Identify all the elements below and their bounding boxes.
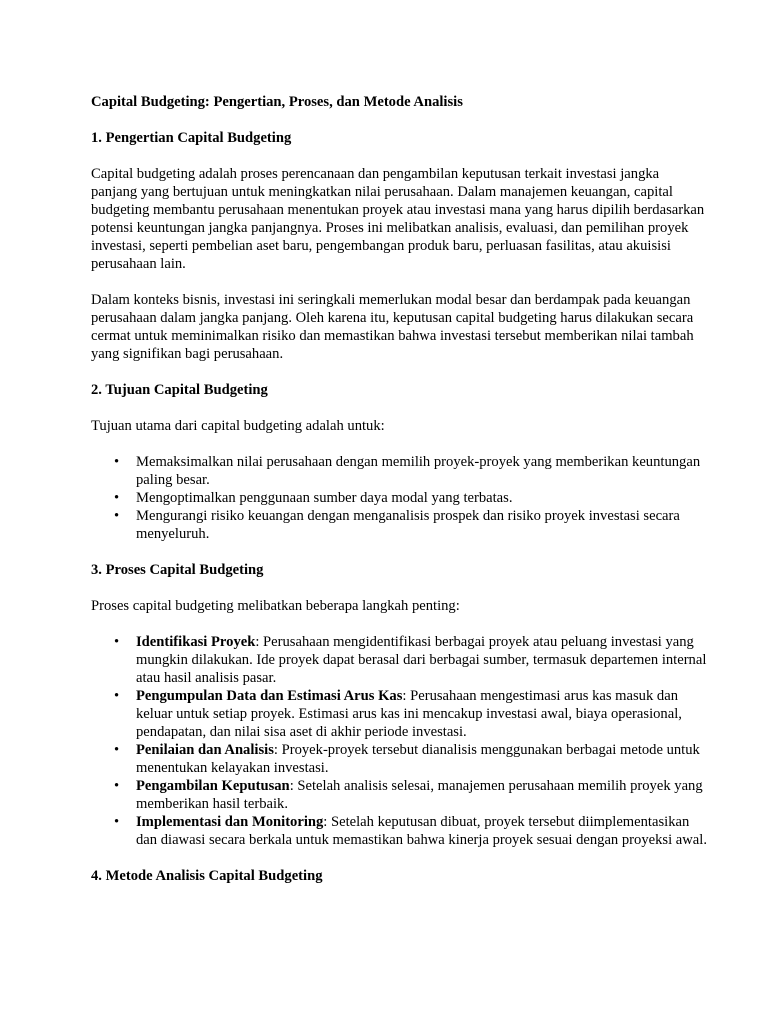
list-item-term: Implementasi dan Monitoring bbox=[136, 814, 324, 830]
list-item-term: Pengumpulan Data dan Estimasi Arus Kas bbox=[136, 688, 403, 704]
list-item bbox=[136, 633, 708, 687]
document-title: Capital Budgeting: Pengertian, Proses, dan Metode Analisis bbox=[91, 94, 463, 110]
paragraph: Tujuan utama dari capital budgeting adalah untuk: bbox=[91, 418, 385, 434]
list-item-text: : Setelah keputusan dibuat, proyek tersebut diimplementasikan dan diawasi secara berkala untuk memastikan bahwa kinerja proyek sesuai dengan proyeksi awal. bbox=[136, 814, 707, 848]
paragraph: Dalam konteks bisnis, investasi ini seringkali memerlukan modal besar dan berdampak pada keuangan perusahaan dalam jangka panjang. Oleh karena itu, keputusan capital budgeting harus dilakukan secara cermat untuk meminimalkan risiko dan memastikan bahwa investasi tersebut memberikan nilai tambah yang signifikan bagi perusahaan. bbox=[91, 292, 694, 362]
list-item-text: : Perusahaan mengidentifikasi berbagai proyek atau peluang investasi yang mungkin dilakukan. Ide proyek dapat berasal dari berbagai sumber, termasuk departemen internal atau hasil analisis pasar. bbox=[136, 634, 707, 686]
paragraph: Capital budgeting adalah proses perencanaan dan pengambilan keputusan terkait investasi jangka panjang yang bertujuan untuk meningkatkan nilai perusahaan. Dalam manajemen keuangan, capital budgeting membantu perusahaan menentukan proyek atau investasi mana yang harus dipilih berdasarkan potensi keuntungan jangka panjangnya. Proses ini melibatkan analisis, evaluasi, dan pemilihan proyek investasi, seperti pembelian aset baru, pengembangan produk baru, perluasan fasilitas, atau akuisisi perusahaan lain. bbox=[91, 166, 705, 272]
list-item-text: : Proyek-proyek tersebut dianalisis menggunakan berbagai metode untuk menentukan kelayakan investasi. bbox=[136, 742, 700, 776]
bullet-list-proses bbox=[91, 633, 708, 849]
list-item bbox=[136, 741, 708, 777]
list-item-term: Identifikasi Proyek bbox=[136, 634, 256, 650]
paragraph: Proses capital budgeting melibatkan beberapa langkah penting: bbox=[91, 598, 460, 614]
list-item: • Memaksimalkan nilai perusahaan dengan memilih proyek-proyek yang memberikan keuntungan paling besar. bbox=[136, 453, 708, 489]
section-heading-tujuan: 2. Tujuan Capital Budgeting bbox=[91, 382, 268, 398]
list-item bbox=[136, 687, 708, 741]
bullet-list-tujuan bbox=[91, 453, 708, 543]
list-item-term: Penilaian dan Analisis bbox=[136, 742, 274, 758]
list-item bbox=[136, 813, 708, 849]
section-heading-pengertian: 1. Pengertian Capital Budgeting bbox=[91, 130, 292, 146]
section-heading-proses: 3. Proses Capital Budgeting bbox=[91, 562, 264, 578]
list-item-text: : Setelah analisis selesai, manajemen perusahaan memilih proyek yang memberikan hasil terbaik. bbox=[136, 778, 703, 812]
list-item-text: : Perusahaan mengestimasi arus kas masuk dan keluar untuk setiap proyek. Estimasi arus kas ini mencakup investasi awal, biaya operasional, pendapatan, dan nilai sisa aset di akhir periode investasi. bbox=[136, 688, 682, 740]
list-item-term: Pengambilan Keputusan bbox=[136, 778, 290, 794]
section-heading-metode: 4. Metode Analisis Capital Budgeting bbox=[91, 868, 323, 884]
list-item bbox=[136, 777, 708, 813]
list-item: • Mengoptimalkan penggunaan sumber daya modal yang terbatas. bbox=[136, 489, 708, 507]
list-item: • Mengurangi risiko keuangan dengan menganalisis prospek dan risiko proyek investasi secara menyeluruh. bbox=[136, 507, 708, 543]
